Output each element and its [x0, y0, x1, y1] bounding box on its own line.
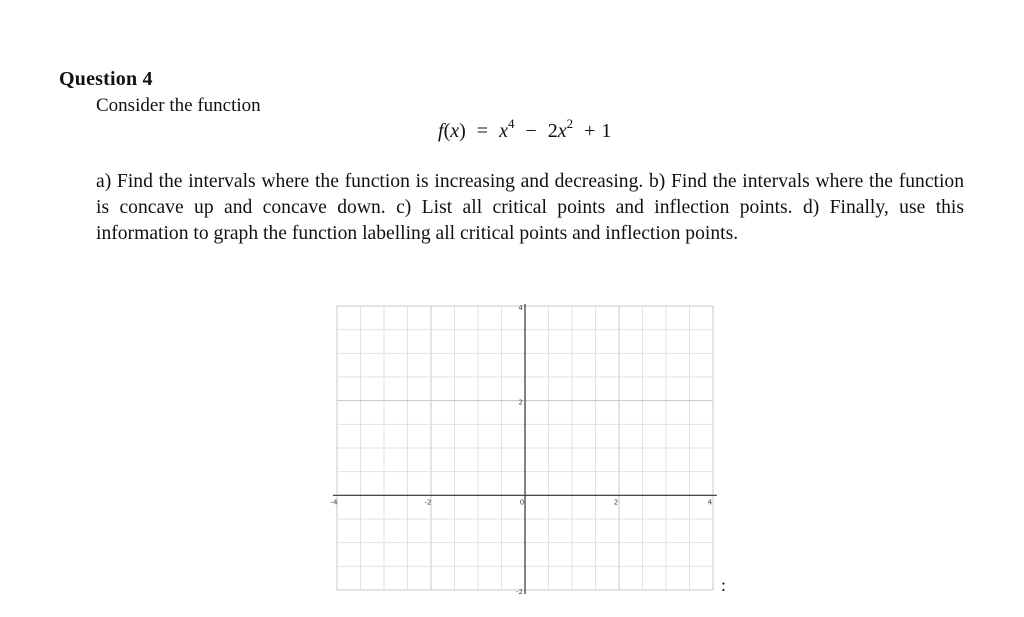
formula-minus: −	[525, 120, 537, 142]
question-instructions: a) Find the intervals where the function is increasing and decreasing. b) Find the intervals where the function is concave up and concave down. c) List all critical points and inflection points. d) Finally, use this information to graph the function labelling all critical points and inflection points.	[96, 171, 964, 244]
function-formula	[438, 116, 612, 143]
x-tick-label: 0	[519, 498, 525, 507]
formula-term2-exponent: 2	[566, 116, 574, 131]
formula-plus: +	[584, 120, 596, 142]
formula-term2-base: x	[557, 120, 567, 142]
question-title: Question 4	[59, 68, 153, 90]
trailing-colon: :	[721, 575, 727, 595]
blank-graph-grid	[325, 298, 725, 598]
formula-term1-base: x	[499, 120, 508, 142]
x-tick-label: -2	[424, 498, 432, 507]
formula-variable: x	[450, 120, 460, 142]
formula-constant: 1	[601, 120, 612, 142]
formula-term2-coefficient: 2	[547, 120, 558, 142]
formula-paren-close: )	[459, 120, 466, 142]
x-tick-label: 4	[707, 498, 713, 507]
y-tick-label: -2	[516, 588, 523, 596]
x-tick-label: -4	[330, 498, 338, 507]
y-tick-label: 2	[518, 398, 523, 407]
formula-equals: =	[476, 120, 489, 142]
formula-paren-open: (	[443, 120, 451, 142]
x-tick-label: 2	[613, 498, 619, 507]
formula-function-name: f	[438, 120, 444, 142]
formula-term1-exponent: 4	[507, 116, 515, 131]
question-intro: Consider the function	[96, 95, 261, 116]
y-tick-label: 4	[518, 304, 523, 312]
